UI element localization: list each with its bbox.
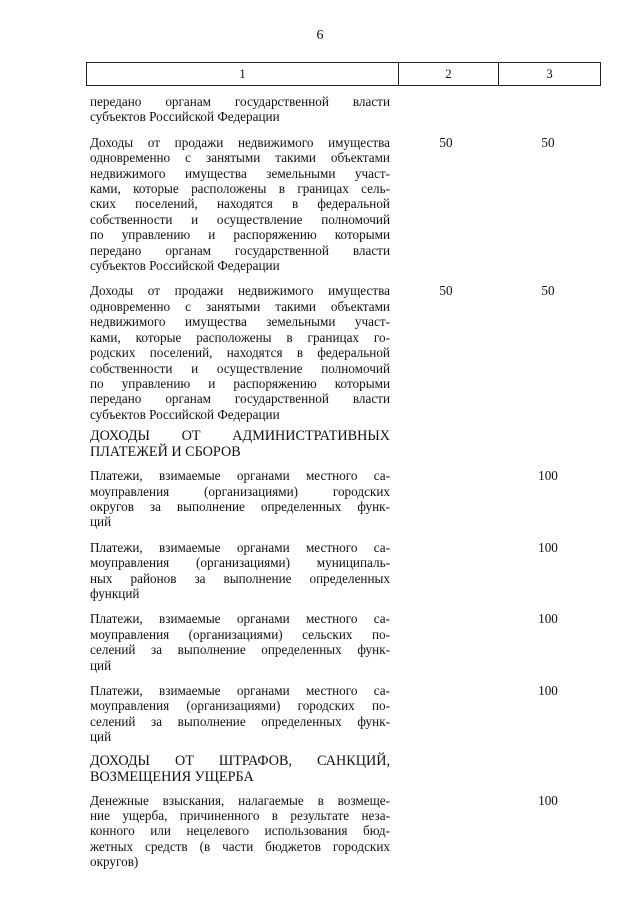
table-body	[0, 86, 640, 870]
text-line: Доходы от продажи недвижимого имущества	[90, 283, 390, 299]
text-line: передано органам государственной власти	[90, 391, 390, 407]
revenue-description	[90, 94, 390, 125]
text-line: собственности и осуществление полномочий	[90, 211, 390, 227]
text-line: недвижимого имущества земельными участ-	[90, 314, 390, 330]
federal-budget-share: 50	[439, 283, 453, 299]
table-row	[0, 540, 640, 602]
header-col-1: 1	[87, 63, 399, 86]
text-line: одновременно с занятыми такими объектами	[90, 298, 390, 314]
revenue-description	[90, 683, 390, 745]
table-row	[0, 611, 640, 673]
text-line: собственности и осуществление полномочий	[90, 360, 390, 376]
text-line: субъектов Российской Федерации	[90, 109, 280, 125]
table-row	[0, 468, 640, 530]
text-line: жетных средств (в части бюджетов городских	[90, 838, 390, 854]
local-budget-share: 100	[538, 539, 558, 555]
text-line: конного или нецелевого использования бюд-	[90, 823, 390, 839]
table-row	[0, 683, 640, 745]
text-line: ние ущерба, причиненного в результате неза-	[90, 808, 390, 824]
text-line: округов за выполнение определенных функ-	[90, 498, 390, 514]
revenue-description	[90, 540, 390, 602]
text-line: ций	[90, 657, 112, 673]
text-line: передано органам государственной власти	[90, 94, 390, 109]
text-line: функций	[90, 585, 140, 601]
text-line: субъектов Российской Федерации	[90, 406, 280, 422]
revenue-description	[90, 468, 390, 530]
table-header	[86, 62, 601, 86]
local-budget-share: 100	[538, 683, 558, 698]
federal-budget-share: 50	[439, 134, 453, 150]
text-line: одновременно с занятыми такими объектами	[90, 150, 390, 166]
text-line: селений за выполнение определенных функ-	[90, 642, 390, 658]
header-col-3: 3	[499, 63, 601, 86]
text-line: Доходы от продажи недвижимого имущества	[90, 134, 390, 150]
text-line: родских поселений, находятся в федеральной	[90, 345, 390, 361]
table-row	[0, 793, 640, 870]
text-line: ВОЗМЕЩЕНИЯ УЩЕРБА	[90, 768, 254, 785]
section-heading	[90, 428, 390, 460]
text-line: ских поселений, находятся в федеральной	[90, 196, 390, 212]
section-heading-row	[0, 753, 640, 785]
local-budget-share: 100	[538, 468, 558, 484]
revenue-description	[90, 283, 390, 422]
local-budget-share: 50	[541, 134, 555, 150]
text-line: ДОХОДЫ ОТ ШТРАФОВ, САНКЦИЙ,	[90, 752, 390, 769]
text-line: ДОХОДЫ ОТ АДМИНИСТРАТИВНЫХ	[90, 428, 390, 445]
text-line: по управлению и распоряжению которыми	[90, 227, 390, 243]
text-line: Платежи, взимаемые органами местного са-	[90, 611, 390, 627]
revenue-description	[90, 793, 390, 870]
text-line: Платежи, взимаемые органами местного са-	[90, 468, 390, 484]
text-line: ками, которые расположены в границах го-	[90, 329, 390, 345]
section-heading-row	[0, 428, 640, 460]
text-line: моуправления (организациями) городских	[90, 483, 390, 499]
text-line: Платежи, взимаемые органами местного са-	[90, 683, 390, 698]
table-row	[0, 283, 640, 422]
text-line: моуправления (организациями) сельских по-	[90, 626, 390, 642]
text-line: передано органам государственной власти	[90, 242, 390, 258]
local-budget-share: 100	[538, 792, 558, 808]
local-budget-share: 100	[538, 611, 558, 627]
text-line: субъектов Российской Федерации	[90, 258, 280, 274]
text-line: ками, которые расположены в границах сель-	[90, 181, 390, 197]
local-budget-share: 50	[541, 283, 555, 299]
text-line: Денежные взыскания, налагаемые в возмеще-	[90, 792, 390, 808]
revenue-description	[90, 611, 390, 673]
text-line: ных районов за выполнение определенных	[90, 570, 390, 586]
table-row	[0, 135, 640, 274]
text-line: моуправления (организациями) муниципаль-	[90, 555, 390, 571]
table-row	[0, 94, 640, 125]
header-col-2: 2	[399, 63, 499, 86]
text-line: моуправления (организациями) городских по-	[90, 698, 390, 714]
section-heading	[90, 753, 390, 785]
text-line: недвижимого имущества земельными участ-	[90, 165, 390, 181]
text-line: селений за выполнение определенных функ-	[90, 713, 390, 729]
text-line: ций	[90, 729, 112, 745]
text-line: округов)	[90, 854, 139, 870]
page-number: 6	[316, 28, 324, 43]
text-line: ПЛАТЕЖЕЙ И СБОРОВ	[90, 444, 241, 461]
text-line: ций	[90, 514, 112, 530]
text-line: по управлению и распоряжению которыми	[90, 375, 390, 391]
text-line: Платежи, взимаемые органами местного са-	[90, 539, 390, 555]
revenue-description	[90, 135, 390, 274]
